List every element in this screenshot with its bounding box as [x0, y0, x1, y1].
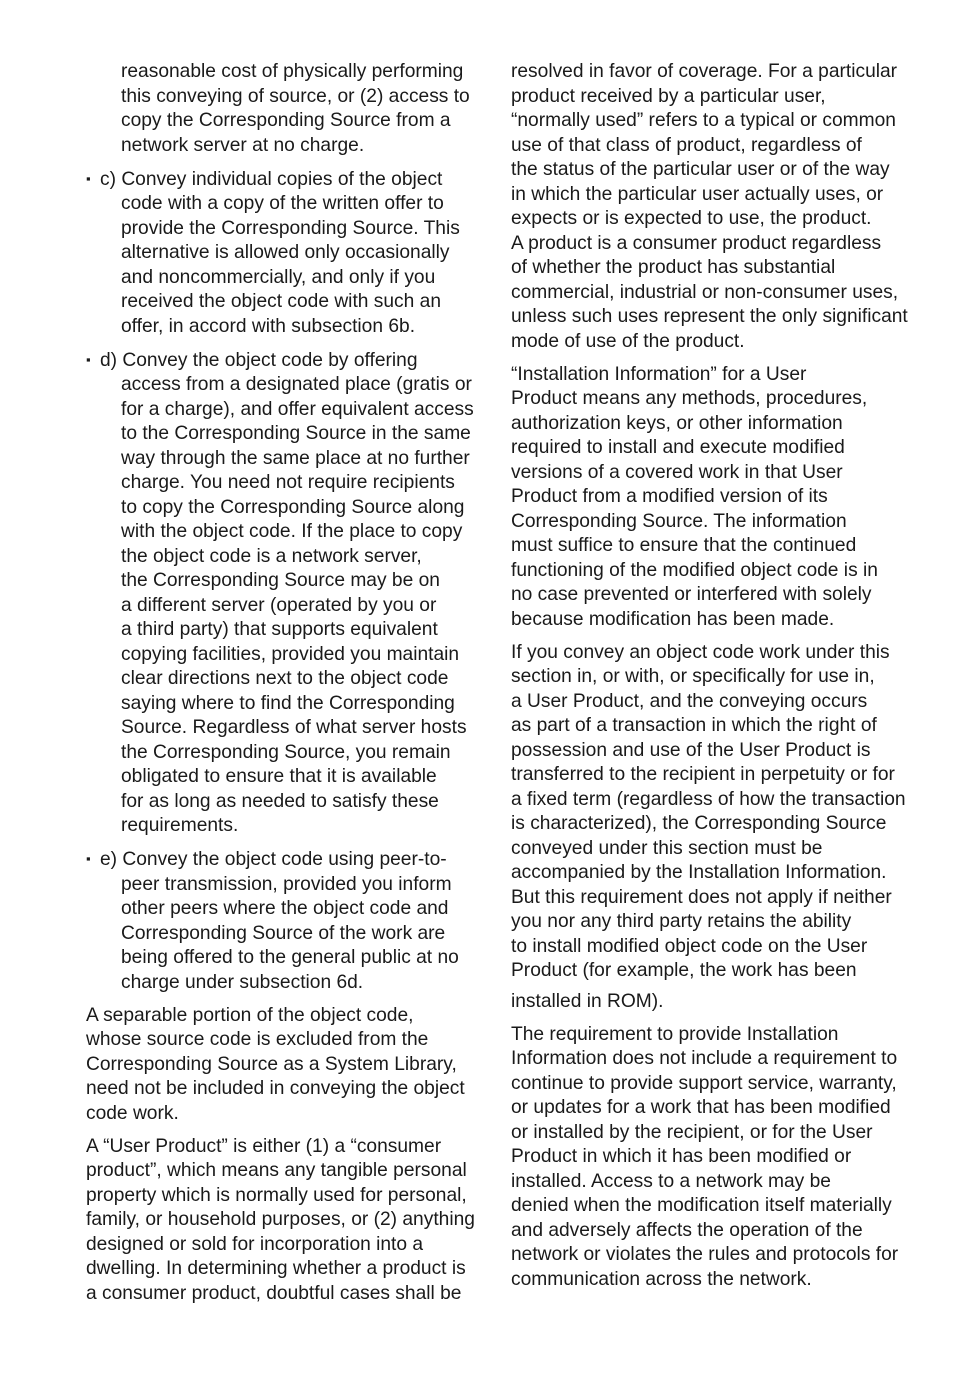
paragraph-support-service	[511, 1023, 901, 1293]
bullet-icon: ▪	[86, 170, 91, 186]
text-line: c) Convey individual copies of the object	[100, 168, 443, 190]
text-line: dwelling. In determining whether a product is	[86, 1258, 466, 1279]
text-line: the Corresponding Source, you remain	[121, 741, 451, 763]
text-line: must suffice to ensure that the continued	[511, 535, 857, 556]
text-line: Product in which it has been modified or	[511, 1146, 852, 1167]
text-line: Source. Regardless of what server hosts	[121, 717, 467, 738]
text-line: the object code is a network server,	[121, 545, 422, 567]
text-line: Corresponding Source. The information	[511, 510, 847, 532]
text-line: a fixed term (regardless of how the transaction	[511, 788, 906, 810]
text-line: A product is a consumer product regardless	[511, 232, 882, 254]
text-line: Corresponding Source of the work are	[121, 922, 446, 944]
bullet-item-c	[86, 167, 470, 340]
left-column	[86, 60, 475, 1306]
text-line: Product (for example, the work has been	[511, 960, 857, 981]
text-line: property which is normally used for personal,	[86, 1184, 467, 1206]
text-line: as part of a transaction in which the right of	[511, 715, 877, 736]
text-line: a User Product, and the conveying occurs	[511, 690, 868, 712]
bullet-item-d	[86, 348, 474, 839]
text-line: in which the particular user actually uses, or	[511, 183, 884, 205]
text-line: whose source code is excluded from the	[86, 1029, 429, 1050]
text-line: alternative is allowed only occasionally	[121, 242, 450, 263]
text-line: because modification has been made.	[511, 608, 835, 630]
text-line: or installed by the recipient, or for the User	[511, 1121, 873, 1143]
text-line: and adversely affects the operation of the	[511, 1219, 863, 1241]
text-line: provide the Corresponding Source. This	[121, 217, 460, 239]
text-line: peer transmission, provided you inform	[121, 873, 452, 895]
paragraph-convey-user-product	[511, 641, 906, 1015]
text-line: requirements.	[121, 815, 239, 836]
text-line: product”, which means any tangible personal	[86, 1160, 467, 1181]
text-line: expects or is expected to use, the product.	[511, 208, 872, 229]
text-line: If you convey an object code work under this	[511, 641, 890, 663]
text-line: code work.	[86, 1102, 179, 1124]
text-line: required to install and execute modified	[511, 437, 845, 458]
text-line: “normally used” refers to a typical or common	[511, 110, 896, 131]
text-line: functioning of the modified object code is in	[511, 559, 878, 581]
text-line: family, or household purposes, or (2) anything	[86, 1209, 475, 1230]
text-line: the status of the particular user or of the way	[511, 159, 890, 180]
text-line: received the object code with such an	[121, 291, 441, 312]
text-line: need not be included in conveying the object	[86, 1078, 465, 1099]
text-line: other peers where the object code and	[121, 898, 449, 919]
text-line: resolved in favor of coverage. For a particular	[511, 61, 898, 82]
text-line: for as long as needed to satisfy these	[121, 790, 439, 812]
text-line: But this requirement does not apply if neither	[511, 886, 892, 908]
text-line: code with a copy of the written offer to	[121, 193, 444, 214]
text-line: denied when the modification itself materially	[511, 1195, 892, 1216]
text-line: section in, or with, or specifically for use in,	[511, 666, 875, 687]
text-line: Corresponding Source as a System Library,	[86, 1053, 457, 1075]
text-line: A “User Product” is either (1) a “consumer	[86, 1135, 442, 1157]
text-line: to the Corresponding Source in the same	[121, 423, 471, 444]
text-line: for a charge), and offer equivalent access	[121, 398, 474, 420]
text-line: offer, in accord with subsection 6b.	[121, 315, 416, 337]
text-line: designed or sold for incorporation into a	[86, 1233, 424, 1255]
text-line: continue to provide support service, warranty,	[511, 1072, 897, 1094]
text-line: this conveying of source, or (2) access to	[121, 85, 470, 107]
paragraph-system-library	[86, 1004, 470, 1127]
text-line: to install modified object code on the User	[511, 935, 868, 957]
text-line: of whether the product has substantial	[511, 257, 836, 278]
text-line: and noncommercially, and only if you	[121, 266, 436, 288]
text-line: obligated to ensure that it is available	[121, 766, 437, 787]
text-line: accompanied by the Installation Information.	[511, 862, 887, 883]
text-line: the Corresponding Source may be on	[121, 570, 440, 591]
paragraph-installation-information	[511, 363, 901, 633]
text-line: Product from a modified version of its	[511, 486, 828, 507]
text-line: is characterized), the Corresponding Source	[511, 813, 887, 834]
text-line: installed. Access to a network may be	[511, 1170, 831, 1192]
text-line: use of that class of product, regardless of	[511, 134, 862, 156]
text-line: product received by a particular user,	[511, 85, 826, 107]
text-line: copy the Corresponding Source from a	[121, 110, 451, 131]
text-line: with the object code. If the place to copy	[121, 521, 463, 542]
text-line: to copy the Corresponding Source along	[121, 496, 465, 518]
text-line: you nor any third party retains the ability	[511, 911, 852, 932]
text-line: a third party) that supports equivalent	[121, 619, 438, 640]
bullet-icon: ▪	[86, 351, 91, 367]
text-line: possession and use of the User Product is	[511, 739, 871, 761]
paragraph-user-product	[86, 1135, 475, 1307]
text-line: conveyed under this section must be	[511, 837, 823, 859]
text-line: A separable portion of the object code,	[86, 1004, 414, 1026]
text-line: authorization keys, or other information	[511, 412, 843, 434]
text-line: way through the same place at no further	[121, 447, 470, 469]
text-line: a different server (operated by you or	[121, 594, 437, 616]
text-line: a consumer product, doubtful cases shall be	[86, 1282, 462, 1304]
text-line: versions of a covered work in that User	[511, 461, 843, 483]
bullet-item-e	[86, 847, 470, 995]
text-line: network or violates the rules and protocols for	[511, 1244, 899, 1265]
text-line: Product means any methods, procedures,	[511, 388, 868, 409]
text-line: mode of use of the product.	[511, 330, 745, 352]
text-line: communication across the network.	[511, 1268, 812, 1290]
text-line: or updates for a work that has been modified	[511, 1097, 891, 1118]
text-line: The requirement to provide Installation	[511, 1023, 839, 1045]
text-line: commercial, industrial or non-consumer uses,	[511, 281, 899, 303]
text-line: transferred to the recipient in perpetuity or for	[511, 764, 895, 785]
continuation-paragraph	[86, 60, 470, 158]
text-line: “Installation Information” for a User	[511, 363, 807, 385]
text-line: network server at no charge.	[121, 134, 365, 156]
text-line: reasonable cost of physically performing	[121, 61, 464, 82]
text-line: unless such uses represent the only significant	[511, 306, 908, 327]
text-line: copying facilities, provided you maintain	[121, 643, 460, 665]
text-line: clear directions next to the object code	[121, 668, 449, 689]
text-line: installed in ROM).	[511, 990, 664, 1012]
text-line: access from a designated place (gratis or	[121, 374, 472, 395]
text-line: charge. You need not require recipients	[121, 472, 455, 493]
right-column	[511, 60, 908, 1292]
text-line: no case prevented or interfered with solely	[511, 584, 872, 605]
text-line: Information does not include a requirement to	[511, 1048, 898, 1069]
text-line: d) Convey the object code by offering	[100, 349, 418, 371]
bullet-icon: ▪	[86, 851, 91, 866]
text-line: charge under subsection 6d.	[121, 971, 364, 993]
paragraph-coverage	[511, 60, 908, 354]
text-line: being offered to the general public at no	[121, 947, 459, 968]
text-line: saying where to find the Corresponding	[121, 692, 455, 714]
text-line: e) Convey the object code using peer-to-	[100, 849, 447, 870]
